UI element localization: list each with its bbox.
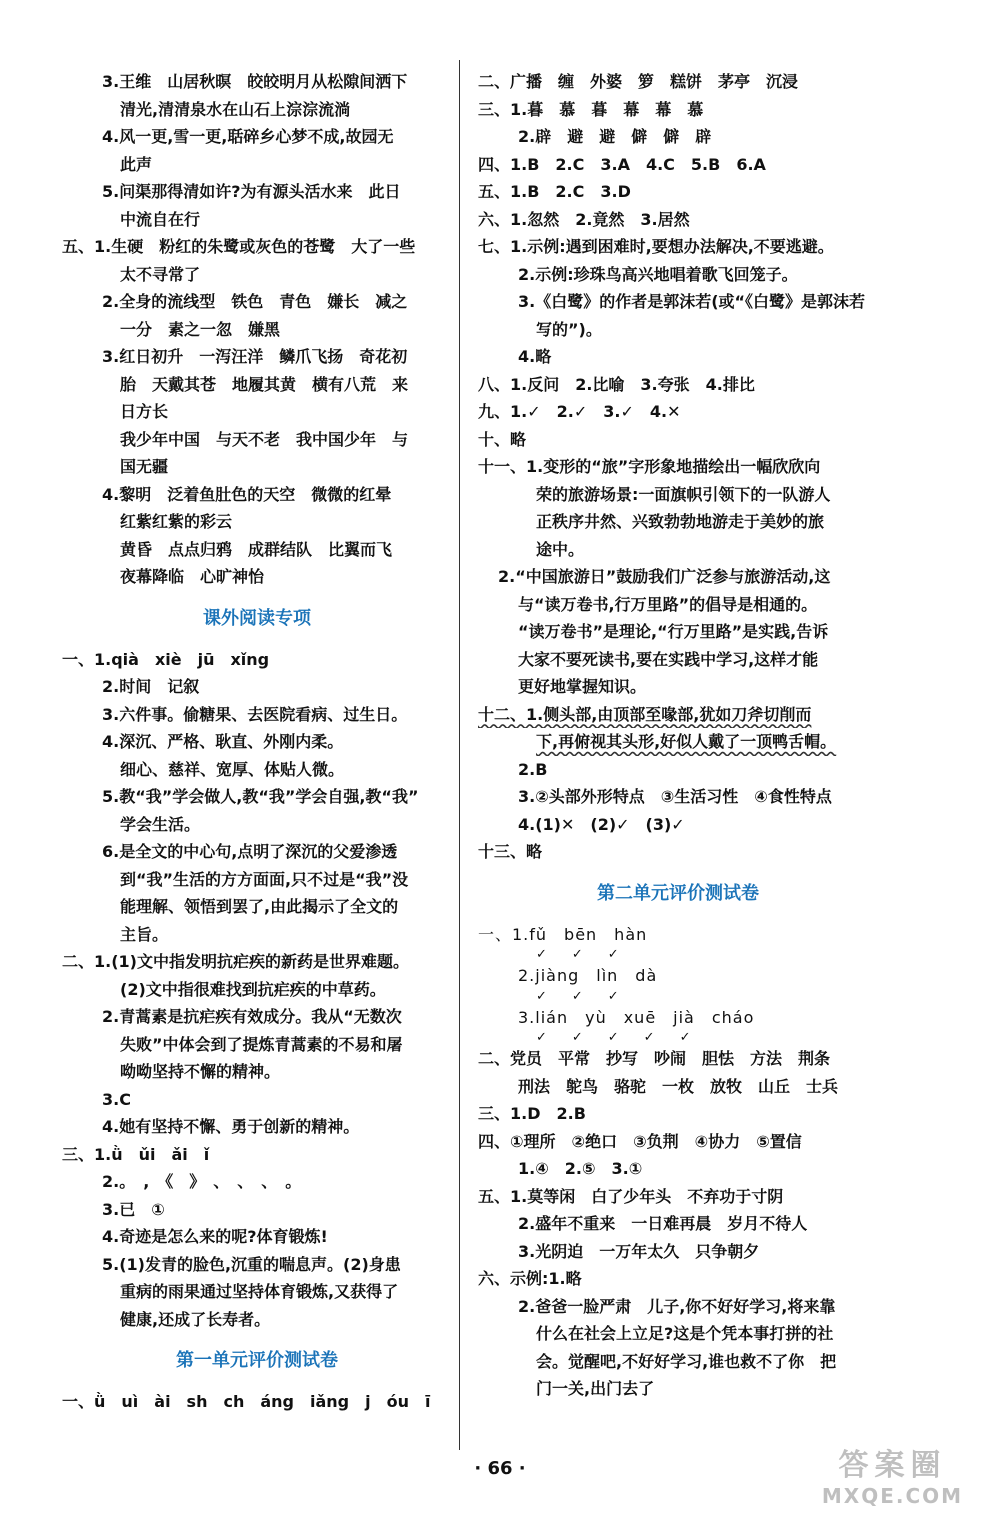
answer-line: 3.C [102,1089,131,1109]
answer-line: 十三、略 [478,842,543,861]
answer-line [478,728,878,756]
underlined-answer: 十二、1.侧头部,由顶部至喙部,犹如刀斧切削而 [478,704,812,724]
answer-line: 6.是全文的中心句,点明了深沉的父爱渗透 [102,842,398,861]
answer-line: 日方长 [120,402,169,421]
answer-line: 途中。 [536,539,585,559]
check-marks: ✓ ✓ ✓ [536,947,625,962]
answer-line: 3.六件事。偷糖果、去医院看病、过生日。 [102,704,408,724]
answer-line: 夜幕降临 心旷神怡 [120,567,265,586]
answer-line: 2.青蒿素是抗疟疾有效成分。我从“无数次 [102,1007,402,1026]
answer-line: 3.《白鹭》的作者是郭沫若(或“《白鹭》是郭沫若 [518,292,866,311]
answer-line: 4.她有坚持不懈、勇于创新的精神。 [102,1117,360,1136]
answer-line: 太不寻常了 [120,264,201,284]
answer-line: 一分 素之一忽 嫌黑 [120,319,281,339]
answer-line: 门一关,出门去了 [536,1379,655,1398]
answer-line: “读万卷书”是理论,“行万里路”是实践,告诉 [518,622,829,641]
answer-line: 六、1.忽然 2.竟然 3.居然 [478,209,690,229]
section-heading: 第一单元评价测试卷 [176,1350,338,1371]
answer-line: 呦呦坚持不懈的精神。 [120,1062,281,1081]
answer-line: 五、1.莫等闲 白了少年头 不弃功于寸阴 [478,1186,784,1206]
answer-line: 3.已 ① [102,1199,165,1219]
answer-line: 此声 [120,154,153,174]
answer-line: 三、1.D 2.B [478,1104,586,1123]
watermark-line1: 答案圈 [838,1448,947,1483]
answer-line: 学会生活。 [120,814,201,834]
answer-line: 红紫红紫的彩云 [120,512,233,531]
underlined-answer: 下,再俯视其头形,好似人戴了一顶鸭舌帽。 [536,732,837,751]
section-heading: 第二单元评价测试卷 [597,882,759,904]
answer-line: 4.(1)✕ (2)✓ (3)✓ [518,814,685,834]
answer-line: 中流自在行 [120,209,201,229]
answer-line: 5.(1)发青的脸色,沉重的喘息声。(2)身患 [102,1254,401,1274]
answer-line: 五、1.B 2.C 3.D [478,182,631,201]
answer-line: 四、①理所 ②绝口 ③负荆 ④协力 ⑤置信 [478,1131,802,1151]
answer-line: 5.问渠那得清如许?为有源头活水来 此日 [102,182,401,201]
answer-line: 一、ǜ uì ài sh ch áng iǎng j óu ī [62,1392,431,1411]
answer-line: 3.②头部外形特点 ③生活习性 ④食性特点 [518,787,832,806]
answer-line: 二、1.(1)文中指发明抗疟疾的新药是世界难题。 [62,952,409,971]
answer-line: 荣的旅游场景:一面旗帜引领下的一队游人 [536,484,831,504]
answer-line: 2.全身的流线型 铁色 青色 嫌长 减之 [102,292,408,311]
answer-line: 九、1.✓ 2.✓ 3.✓ 4.✕ [478,402,681,421]
answer-line: 正秩序井然、兴致勃勃地游走于美妙的旅 [536,512,825,531]
answer-line: 2.时间 记叙 [102,677,200,696]
answer-line: 细心、慈祥、宽厚、体贴人微。 [120,759,345,779]
answer-line [478,701,878,729]
answer-line: 三、1.ǜ ǔi ǎi ǐ [62,1144,210,1164]
answer-line: 什么在社会上立足?这是个凭本事打拼的社 [536,1324,834,1343]
answer-line: 更好地掌握知识。 [518,677,647,696]
answer-line: 2.jiàng lìn dà [518,966,658,985]
answer-line: 国无疆 [120,457,169,476]
answer-line: 4.略 [518,347,552,366]
answer-line: 4.风一更,雪一更,聒碎乡心梦不成,故园无 [102,127,394,146]
right-column [478,68,878,1403]
answer-line: 四、1.B 2.C 3.A 4.C 5.B 6.A [478,154,766,174]
answer-line: 2.“中国旅游日”鼓励我们广泛参与旅游活动,这 [498,567,831,586]
answer-line: 与“读万卷书,行万里路”的倡导是相通的。 [518,594,818,614]
answer-line: 到“我”生活的方方面面,只不过是“我”没 [120,869,409,889]
left-column [62,68,452,1416]
answer-line: 十、略 [478,429,527,449]
watermark-line2: MXQE.COM [821,1484,964,1508]
answer-line: 我少年中国 与天不老 我中国少年 与 [120,429,409,449]
answer-line: 八、1.反问 2.比喻 3.夸张 4.排比 [478,374,755,394]
answer-line: 一、1.fǔ bēn hàn [478,924,648,944]
check-marks: ✓ ✓ ✓ [536,988,625,1004]
answer-line: 2.B [518,759,548,779]
answer-line: 4.黎明 泛着鱼肚色的天空 微微的红晕 [102,484,392,504]
answer-line: 写的”)。 [536,319,602,339]
answer-line: 胎 天戴其苍 地履其黄 横有八荒 来 [120,374,409,394]
check-marks: ✓ ✓ ✓ ✓ ✓ [536,1030,697,1045]
answer-line: 六、示例:1.略 [478,1269,582,1288]
answer-line: 三、1.暮 慕 暮 幕 幕 慕 [478,99,704,119]
answer-line: 二、党员 平常 抄写 吵闹 胆怯 方法 荆条 [478,1049,831,1068]
answer-line: 3.红日初升 一泻汪洋 鳞爪飞扬 奇花初 [102,347,408,366]
answer-line: 2.盛年不重来 一日难再晨 岁月不待人 [518,1214,808,1233]
answer-line: 重病的雨果通过坚持体育锻炼,又获得了 [120,1282,399,1301]
answer-line: 2.。 , 《 》 、 、 、 。 [102,1172,302,1191]
answer-line: 刑法 鸵鸟 骆驼 一枚 放牧 山丘 士兵 [518,1076,839,1096]
answer-line: 二、广播 缠 外婆 箩 糕饼 茅亭 沉浸 [478,72,799,91]
answer-line: 2.爸爸一脸严肃 儿子,你不好好学习,将来靠 [518,1296,836,1316]
answer-line: 4.奇迹是怎么来的呢?体育锻炼! [102,1227,328,1246]
answer-line: (2)文中指很难找到抗疟疾的中草药。 [120,979,386,999]
answer-line: 3.lián yù xuē jià cháo [518,1007,755,1027]
answer-line: 2.辟 避 避 僻 僻 辟 [518,127,712,146]
answer-line: 七、1.示例:遇到困难时,要想办法解决,不要逃避。 [478,237,834,256]
answer-line: 3.光阴迫 一万年太久 只争朝夕 [518,1241,760,1261]
answer-line: 大家不要死读书,要在实践中学习,这样才能 [518,649,819,669]
answer-line: 会。觉醒吧,不好好学习,谁也救不了你 把 [536,1351,837,1371]
answer-line: 五、1.生硬 粉红的朱鹭或灰色的苍鹭 大了一些 [62,237,416,256]
answer-line: 主旨。 [120,924,169,944]
answer-line: 4.深沉、严格、耿直、外刚内柔。 [102,732,344,751]
watermark-logo [805,1448,980,1510]
column-divider [459,60,460,1450]
answer-line: 黄昏 点点归鸦 成群结队 比翼而飞 [120,539,393,559]
answer-line: 清光,清清泉水在山石上淙淙流淌 [120,99,351,119]
answer-line: 2.示例:珍珠鸟高兴地唱着歌飞回笼子。 [518,264,798,284]
answer-line: 3.王维 山居秋暝 皎皎明月从松隙间洒下 [102,72,408,91]
answer-line: 1.④ 2.⑤ 3.① [518,1159,643,1178]
answer-line: 一、1.qià xiè jū xǐng [62,649,270,669]
section-heading: 课外阅读专项 [203,607,311,629]
answer-line: 能理解、领悟到罢了,由此揭示了全文的 [120,897,399,916]
answer-line: 十一、1.变形的“旅”字形象地描绘出一幅欣欣向 [478,457,821,476]
answer-line: 5.教“我”学会做人,教“我”学会自强,教“我” [102,787,419,806]
answer-line: 失败”中体会到了提炼青蒿素的不易和屠 [120,1034,403,1054]
answer-line: 健康,还成了长寿者。 [120,1309,271,1329]
page-number: · 66 · [474,1458,526,1479]
